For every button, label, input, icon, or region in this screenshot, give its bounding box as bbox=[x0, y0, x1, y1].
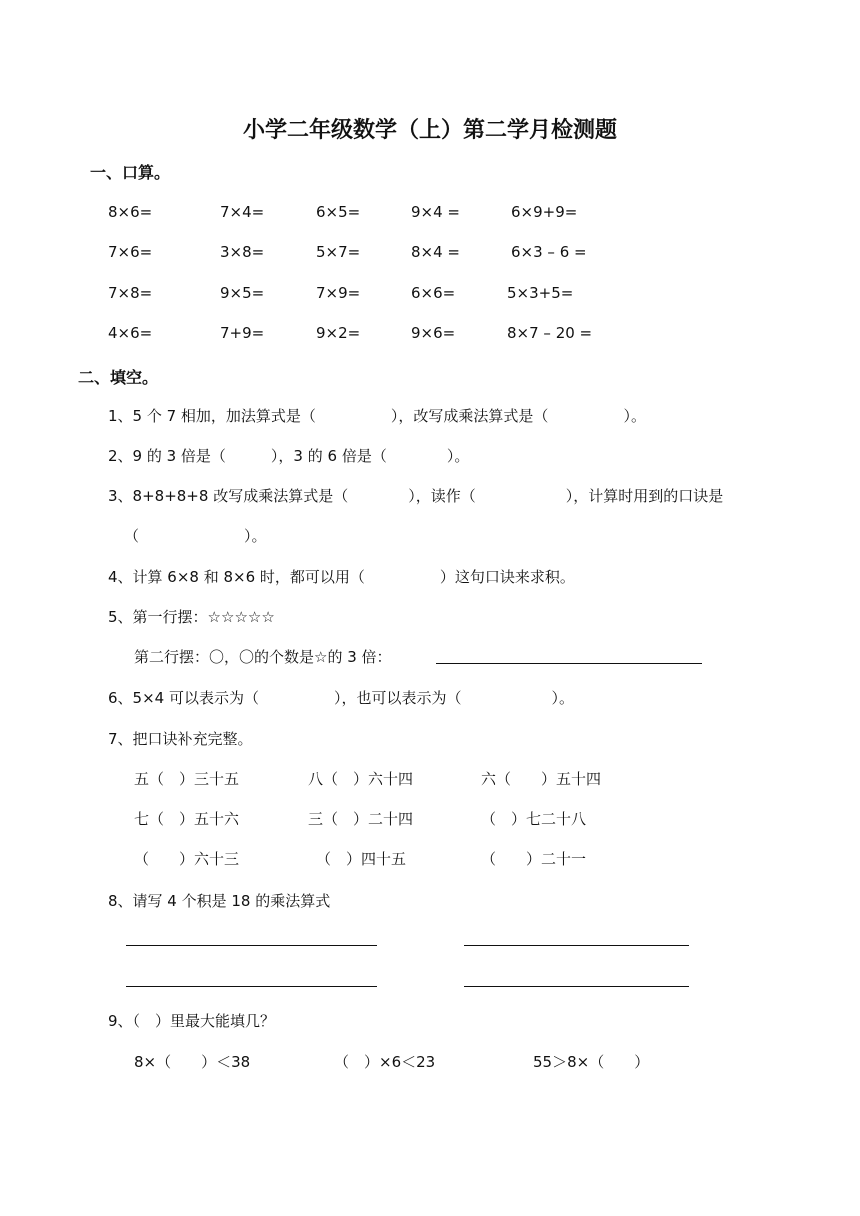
math-item: 9×4 = bbox=[411, 203, 460, 221]
section-1-heading: 一、口算。 bbox=[90, 163, 171, 182]
answer-line[interactable] bbox=[126, 945, 377, 946]
math-item: 6×9+9= bbox=[511, 203, 578, 221]
math-item: 5×3+5= bbox=[507, 284, 574, 302]
math-item: 9×6= bbox=[411, 324, 456, 342]
verse-item: 五（ ）三十五 bbox=[134, 770, 240, 788]
question-6: 6、5×4 可以表示为（ ），也可以表示为（ ）。 bbox=[108, 689, 574, 707]
math-item: 8×4 = bbox=[411, 243, 460, 261]
inequality-item: 55＞8×（ ） bbox=[533, 1053, 650, 1071]
question-1: 1、5 个 7 相加，加法算式是（ ），改写成乘法算式是（ ）。 bbox=[108, 407, 646, 425]
question-2: 2、9 的 3 倍是（ ），3 的 6 倍是（ ）。 bbox=[108, 447, 470, 465]
math-item: 7×6= bbox=[108, 243, 153, 261]
math-item: 6×5= bbox=[316, 203, 361, 221]
verse-item: 八（ ）六十四 bbox=[308, 770, 414, 788]
answer-line[interactable] bbox=[436, 663, 702, 664]
verse-item: 六（ ）五十四 bbox=[481, 770, 602, 788]
math-item: 3×8= bbox=[220, 243, 265, 261]
section-2-heading: 二、填空。 bbox=[78, 368, 159, 387]
verse-item: （ ）七二十八 bbox=[481, 810, 587, 828]
question-5-line-2: 第二行摆：〇，〇的个数是☆的 3 倍： bbox=[134, 648, 392, 666]
math-item: 6×3 – 6 = bbox=[511, 243, 587, 261]
question-7-prompt: 7、把口诀补充完整。 bbox=[108, 730, 253, 748]
math-item: 4×6= bbox=[108, 324, 153, 342]
question-3-line-2: （ ）。 bbox=[124, 527, 267, 545]
answer-line[interactable] bbox=[126, 986, 377, 987]
math-item: 9×5= bbox=[220, 284, 265, 302]
question-4: 4、计算 6×8 和 8×6 时，都可以用（ ）这句口诀来求积。 bbox=[108, 568, 575, 586]
verse-item: 七（ ）五十六 bbox=[134, 810, 240, 828]
verse-item: （ ）六十三 bbox=[134, 850, 240, 868]
question-3-line-1: 3、8+8+8+8 改写成乘法算式是（ ），读作（ ），计算时用到的口诀是 bbox=[108, 487, 724, 505]
page-title: 小学二年级数学（上）第二学月检测题 bbox=[242, 118, 617, 143]
math-item: 7×9= bbox=[316, 284, 361, 302]
math-item: 7×8= bbox=[108, 284, 153, 302]
math-item: 7+9= bbox=[220, 324, 265, 342]
math-item: 5×7= bbox=[316, 243, 361, 261]
math-item: 8×7 – 20 = bbox=[507, 324, 593, 342]
question-5-line-1: 5、第一行摆：☆☆☆☆☆ bbox=[108, 608, 275, 626]
math-item: 6×6= bbox=[411, 284, 456, 302]
math-item: 8×6= bbox=[108, 203, 153, 221]
answer-line[interactable] bbox=[464, 945, 689, 946]
verse-item: （ ）四十五 bbox=[316, 850, 407, 868]
verse-item: （ ）二十一 bbox=[481, 850, 587, 868]
math-item: 9×2= bbox=[316, 324, 361, 342]
question-8: 8、请写 4 个积是 18 的乘法算式 bbox=[108, 892, 331, 910]
answer-line[interactable] bbox=[464, 986, 689, 987]
math-item: 7×4= bbox=[220, 203, 265, 221]
inequality-item: 8×（ ）＜38 bbox=[134, 1053, 251, 1071]
question-9-prompt: 9、（ ）里最大能填几？ bbox=[108, 1012, 276, 1030]
verse-item: 三（ ）二十四 bbox=[308, 810, 414, 828]
inequality-item: （ ）×6＜23 bbox=[334, 1053, 436, 1071]
